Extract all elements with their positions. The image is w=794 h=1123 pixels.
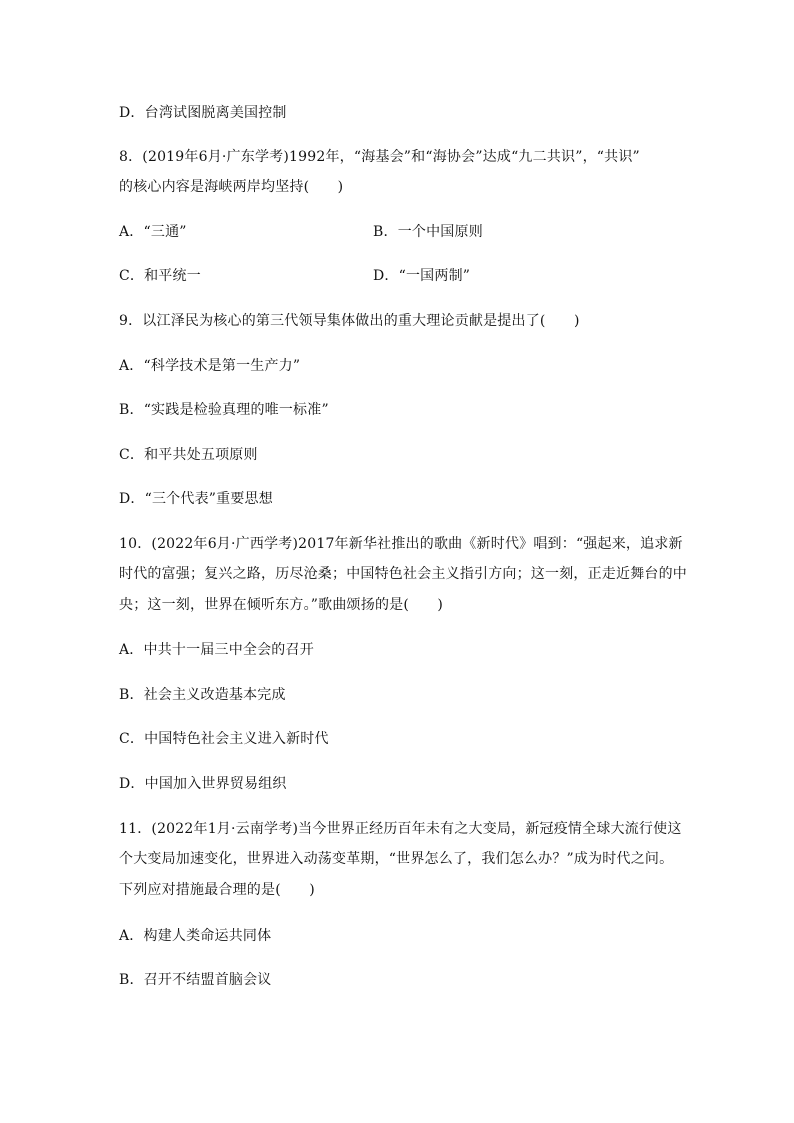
q8-option-c: C．和平统一 <box>119 268 201 284</box>
q8-option-a: A．“三通” <box>119 224 187 240</box>
q8-option-b: B．一个中国原则 <box>373 224 483 240</box>
q9-option-d: D．“三个代表”重要思想 <box>119 491 273 507</box>
q11-stem-line-2: 个大变局加速变化，世界进入动荡变革期，“世界怎么了，我们怎么办？”成为时代之问。 <box>119 851 674 867</box>
q9-option-b: B．“实践是检验真理的唯一标准” <box>119 402 329 418</box>
q10-stem-line-1: 10．(2022年6月·广西学考)2017年新华社推出的歌曲《新时代》唱到：“强起来，追求新 <box>119 536 683 552</box>
q10-stem-line-3: 央；这一刻，世界在倾听东方。”歌曲颂扬的是( ) <box>119 597 444 613</box>
q10-option-b: B．社会主义改造基本完成 <box>119 687 286 703</box>
q9-option-a: A．“科学技术是第一生产力” <box>119 358 301 374</box>
q10-option-c: C．中国特色社会主义进入新时代 <box>119 731 329 747</box>
q11-option-b: B．召开不结盟首脑会议 <box>119 972 272 988</box>
q11-option-a: A．构建人类命运共同体 <box>119 928 272 944</box>
q8-stem-line-2: 的核心内容是海峡两岸均坚持( ) <box>119 179 344 195</box>
q10-stem-line-2: 时代的富强；复兴之路，历尽沧桑；中国特色社会主义指引方向；这一刻，正走近舞台的中 <box>119 566 687 582</box>
q7-option-d: D．台湾试图脱离美国控制 <box>119 105 287 121</box>
q11-stem-line-1: 11．(2022年1月·云南学考)当今世界正经历百年未有之大变局，新冠疫情全球大流行使这 <box>119 821 682 837</box>
q8-stem-line-1: 8．(2019年6月·广东学考)1992年，“海基会”和“海协会”达成“九二共识”，“共识” <box>119 149 640 165</box>
q10-option-d: D．中国加入世界贸易组织 <box>119 776 287 792</box>
q9-option-c: C．和平共处五项原则 <box>119 447 258 463</box>
q9-stem-line-1: 9．以江泽民为核心的第三代领导集体做出的重大理论贡献是提出了( ) <box>119 313 580 329</box>
q11-stem-line-3: 下列应对措施最合理的是( ) <box>119 882 315 898</box>
q10-option-a: A．中共十一届三中全会的召开 <box>119 642 314 658</box>
q8-option-d: D．“一国两制” <box>373 268 471 284</box>
